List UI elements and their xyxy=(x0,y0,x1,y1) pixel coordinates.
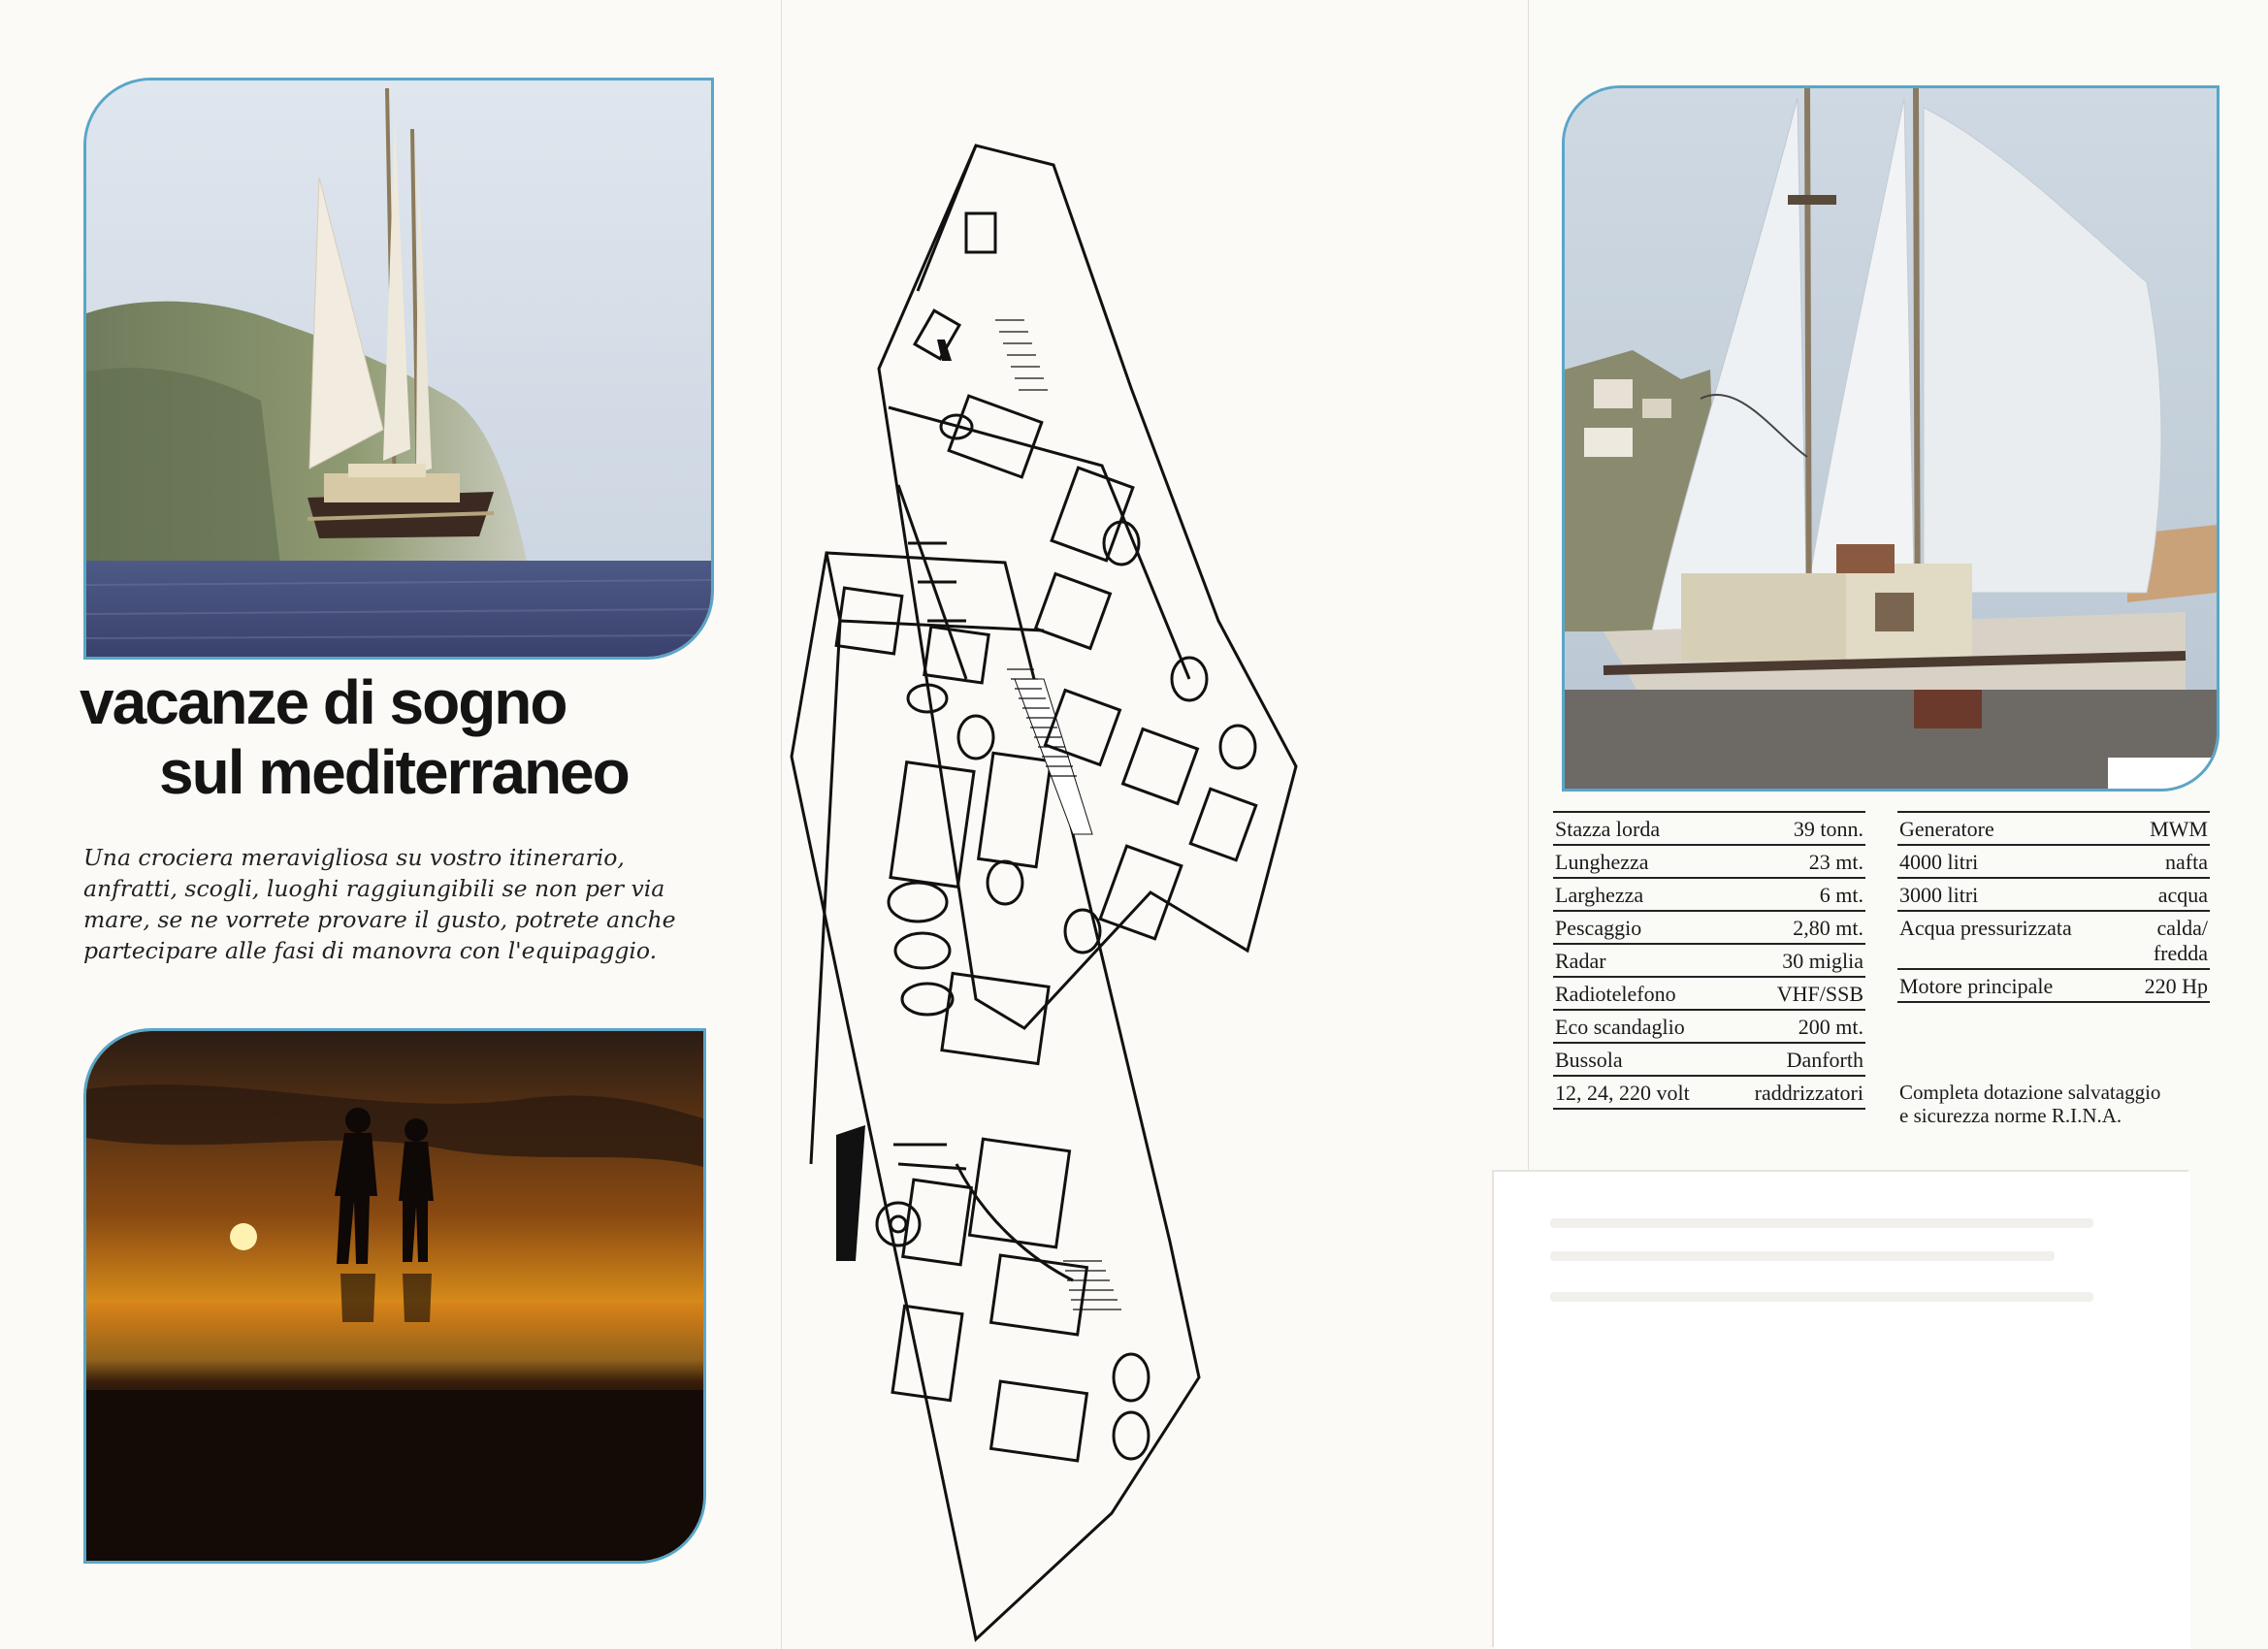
spec-value: 30 miglia xyxy=(1782,949,1863,973)
spec-label: Acqua pressurizzata xyxy=(1899,916,2072,940)
spec-label: Larghezza xyxy=(1555,883,1644,907)
spec-label: Radiotelefono xyxy=(1555,982,1676,1006)
spec-row xyxy=(1553,879,1865,912)
specs-table-right xyxy=(1897,811,2210,1003)
spec-label: 3000 litri xyxy=(1899,883,1979,907)
spec-label: 12, 24, 220 volt xyxy=(1555,1081,1690,1105)
spec-label: Lunghezza xyxy=(1555,850,1649,874)
spec-row xyxy=(1897,970,2210,1003)
blank-label-sticker xyxy=(1494,1172,2190,1649)
safety-note xyxy=(1899,1081,2219,1127)
photo-sailboat-cliff xyxy=(83,78,714,660)
spec-row xyxy=(1553,945,1865,978)
spec-label: Bussola xyxy=(1555,1048,1623,1072)
headline xyxy=(80,667,629,807)
spec-label: Generatore xyxy=(1899,817,1994,841)
spec-value: Danforth xyxy=(1786,1048,1863,1072)
spec-value: acqua xyxy=(2157,883,2208,907)
spec-value: calda/ xyxy=(2156,916,2208,940)
spec-label: Stazza lorda xyxy=(1555,817,1661,841)
spec-row xyxy=(1553,813,1865,846)
spec-row xyxy=(1553,846,1865,879)
intro-line: Una crociera meravigliosa su vostro itinerario, xyxy=(83,844,625,871)
spec-label: Radar xyxy=(1555,949,1606,973)
faint-text-line xyxy=(1550,1292,2093,1302)
spec-row xyxy=(1897,912,2210,970)
spec-row xyxy=(1553,1011,1865,1044)
spec-value: 220 Hp xyxy=(2144,974,2208,998)
specs-table-left xyxy=(1553,811,1865,1110)
spec-row xyxy=(1553,912,1865,945)
spec-value: 6 mt. xyxy=(1819,883,1863,907)
spec-row xyxy=(1553,1044,1865,1077)
spec-value: fredda xyxy=(2153,941,2208,965)
spec-label: Pescaggio xyxy=(1555,916,1642,940)
intro-paragraph xyxy=(83,842,704,966)
intro-line: partecipare alle fasi di manovra con l'equipaggio. xyxy=(83,937,658,964)
spec-row xyxy=(1897,879,2210,912)
spec-value: 200 mt. xyxy=(1798,1015,1863,1039)
spec-value: nafta xyxy=(2165,850,2208,874)
spec-row xyxy=(1897,813,2210,846)
spec-value-multiline xyxy=(2154,916,2208,966)
spec-value: 2,80 mt. xyxy=(1793,916,1863,940)
photo-sunset-couple xyxy=(83,1028,706,1564)
spec-value: 39 tonn. xyxy=(1793,817,1863,841)
spec-label: Motore principale xyxy=(1899,974,2054,998)
safety-note-line-2: e sicurezza norme R.I.N.A. xyxy=(1899,1104,2122,1127)
spec-row xyxy=(1897,846,2210,879)
headline-line-2: sul mediterraneo xyxy=(159,737,629,807)
spec-value: VHF/SSB xyxy=(1776,982,1863,1006)
spec-row xyxy=(1553,1077,1865,1110)
spec-value: raddrizzatori xyxy=(1754,1081,1863,1105)
spec-value: 23 mt. xyxy=(1808,850,1863,874)
spec-value: MWM xyxy=(2150,817,2208,841)
spec-label: Eco scandaglio xyxy=(1555,1015,1685,1039)
headline-line-1: vacanze di sogno xyxy=(80,667,567,737)
photo-schooner-harbor xyxy=(1562,85,2219,792)
faint-text-line xyxy=(1550,1251,2055,1261)
intro-line: anfratti, scogli, luoghi raggiungibili se non per via xyxy=(83,875,665,902)
yacht-deck-plan-drawing xyxy=(782,0,1529,1649)
intro-line: mare, se ne vorrete provare il gusto, potrete anche xyxy=(83,906,676,933)
spec-row xyxy=(1553,978,1865,1011)
faint-text-line xyxy=(1550,1218,2093,1228)
spec-label: 4000 litri xyxy=(1899,850,1979,874)
safety-note-line-1: Completa dotazione salvataggio xyxy=(1899,1081,2161,1104)
